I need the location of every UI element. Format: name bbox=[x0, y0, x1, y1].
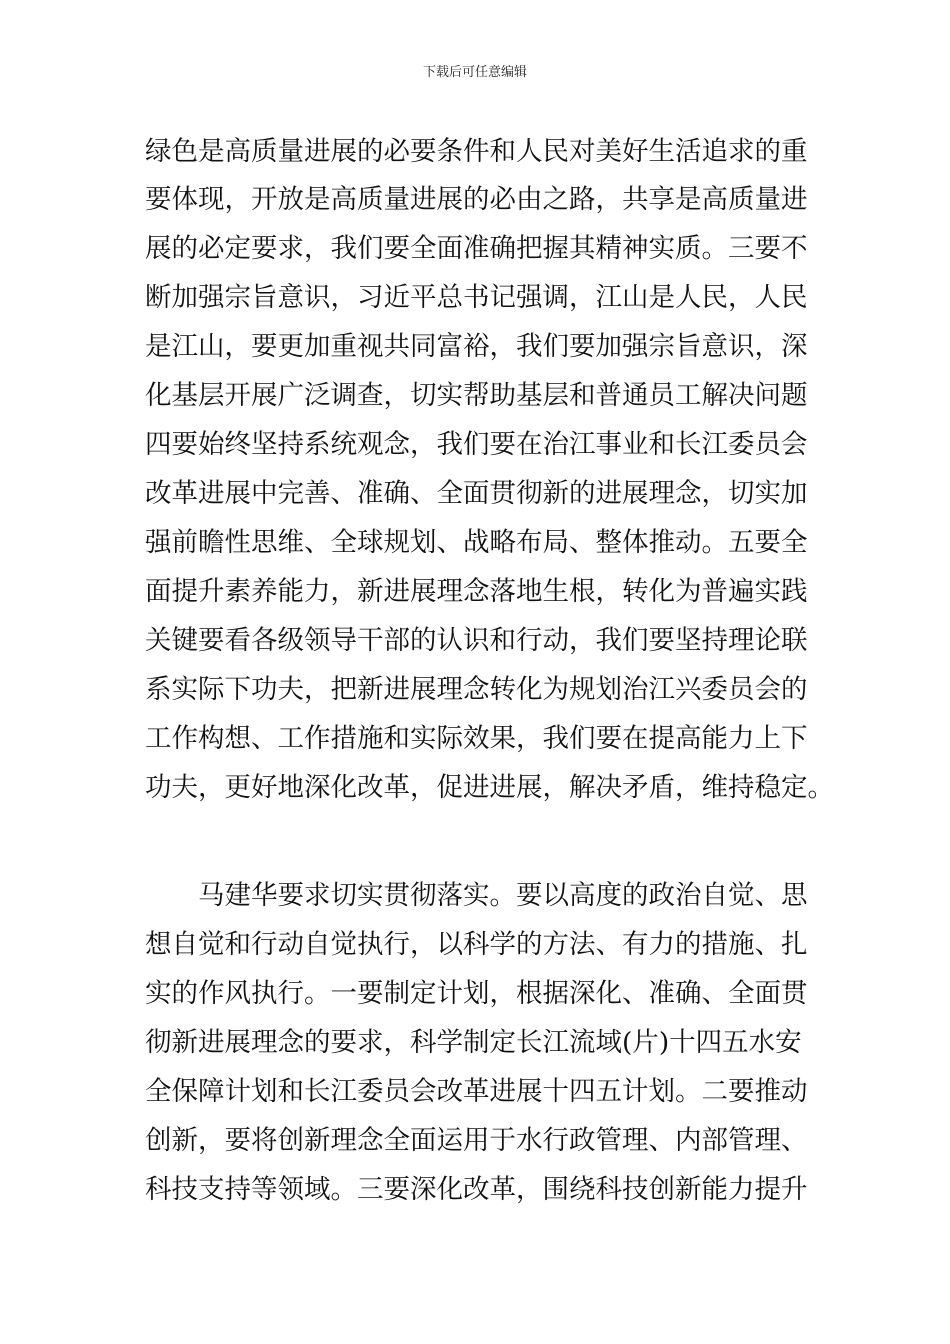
text-line: 全保障计划和长江委员会改革进展十四五计划。二要推动 bbox=[145, 1076, 808, 1107]
text-line: 彻新进展理念的要求，科学制定长江流域(片)十四五水安 bbox=[145, 1027, 802, 1058]
text-line: 功夫，更好地深化改革，促进进展，解决矛盾，维持稳定。 bbox=[145, 772, 834, 803]
text-line: 要体现，开放是高质量进展的必由之路，共享是高质量进 bbox=[145, 184, 808, 215]
text-line: 马建华要求切实贯彻落实。要以高度的政治自觉、思 bbox=[198, 880, 808, 911]
text-line: 四要始终坚持系统观念，我们要在治江事业和长江委员会 bbox=[145, 429, 808, 460]
text-line: 系实际下功夫，把新进展理念转化为规划治江兴委员会的 bbox=[145, 674, 808, 705]
text-line: 创新，要将创新理念全面运用于水行政管理、内部管理、 bbox=[145, 1125, 808, 1156]
text-line: 面提升素养能力，新进展理念落地生根，转化为普遍实践 bbox=[145, 576, 808, 607]
text-line: 是江山，要更加重视共同富裕，我们要加强宗旨意识，深 bbox=[145, 331, 808, 362]
text-line: 关键要看各级领导干部的认识和行动，我们要坚持理论联 bbox=[145, 625, 808, 656]
text-line: 展的必定要求，我们要全面准确把握其精神实质。三要不 bbox=[145, 233, 808, 264]
text-line: 实的作风执行。一要制定计划，根据深化、准确、全面贯 bbox=[145, 978, 808, 1009]
text-line: 科技支持等领域。三要深化改革，围绕科技创新能力提升 bbox=[145, 1174, 808, 1205]
text-line: 绿色是高质量进展的必要条件和人民对美好生活追求的重 bbox=[145, 136, 808, 167]
text-line: 化基层开展广泛调查，切实帮助基层和普通员工解决问题 bbox=[145, 380, 808, 411]
text-line: 强前瞻性思维、全球规划、战略布局、整体推动。五要全 bbox=[145, 527, 808, 558]
text-line: 断加强宗旨意识，习近平总书记强调，江山是人民，人民 bbox=[145, 282, 808, 313]
text-line: 工作构想、工作措施和实际效果，我们要在提高能力上下 bbox=[145, 723, 808, 754]
text-line: 想自觉和行动自觉执行，以科学的方法、有力的措施、扎 bbox=[145, 929, 808, 960]
text-line: 改革进展中完善、准确、全面贯彻新的进展理念，切实加 bbox=[145, 478, 808, 509]
page-header: 下载后可任意编辑 bbox=[422, 65, 527, 80]
